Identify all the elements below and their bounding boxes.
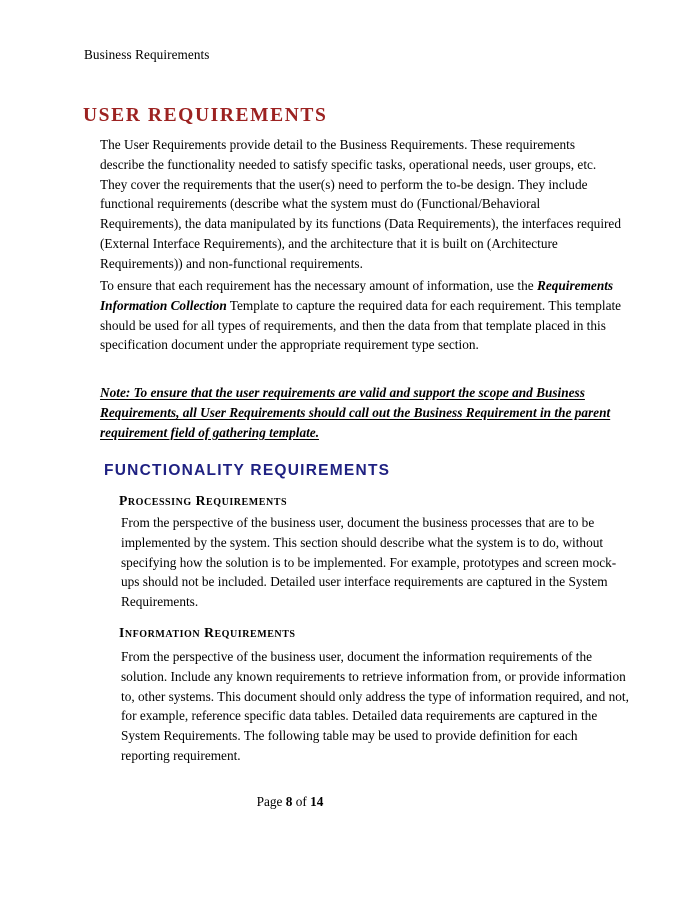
paragraph-ensure-text-after: Template to capture the required data for each requirement. This template should be used for all types of requirements, and then the data from that template placed in this specification document under the appropriate requirement type section.: [100, 298, 622, 353]
emphasis-requirements-information-collection: Requirements Information Collection: [100, 278, 614, 313]
footer-total-pages: 14: [310, 794, 324, 809]
footer-current-page: 8: [285, 794, 293, 809]
paragraph-user-requirements-intro: The User Requirements provide detail to the Business Requirements. These requirements describe the functionality needed to satisfy specific tasks, operational needs, user groups, etc. They cover the requirements that the user(s) need to perform the to-be design. They include functional requirements (describe what the system must do (Functional/Behavioral Requirements), the data manipulated by its functions (Data Requirements), the interfaces required (External Interface Requirements), and the architecture that it is built on (Architecture Requirements)) and non-functional requirements.: [100, 137, 621, 271]
footer-prefix: Page: [256, 794, 286, 809]
paragraph-processing-requirements: From the perspective of the business user, document the business processes that are to be implemented by the system. This section should describe what the system is to do, without specifying how the solution is to be implemented. For example, prototypes and screen mock-ups should not be included. Detailed user interface requirements are captured in the System Requirements.: [121, 515, 617, 610]
running-header: Business Requirements: [84, 47, 210, 62]
heading-processing-requirements: Processing Requirements: [119, 492, 288, 508]
paragraph-ensure-text-before: To ensure that each requirement has the necessary amount of information, use the: [100, 278, 537, 294]
note-user-requirements-validity: Note: To ensure that the user requirements are valid and support the scope and Business Requirements, all User Requirements should call out the Business Requirement in the parent requirement field of gathering template.: [100, 385, 611, 440]
paragraph-requirements-information-collection: [100, 276, 622, 355]
heading-information-requirements: Information Requirements: [119, 624, 296, 640]
heading-user-requirements: USER REQUIREMENTS: [83, 105, 328, 127]
footer-middle: of: [292, 794, 311, 809]
heading-functionality-requirements: FUNCTIONALITY REQUIREMENTS: [104, 461, 391, 479]
page-footer: [100, 793, 480, 810]
paragraph-information-requirements: From the perspective of the business user, document the information requirements of the solution. Include any known requirements to retrieve information from, or provide information to, other systems. This document should only address the type of information required, and not, for example, reference specific data tables. Detailed data requirements are captured in the System Requirements. The following table may be used to provide definition for each reporting requirement.: [121, 649, 629, 763]
